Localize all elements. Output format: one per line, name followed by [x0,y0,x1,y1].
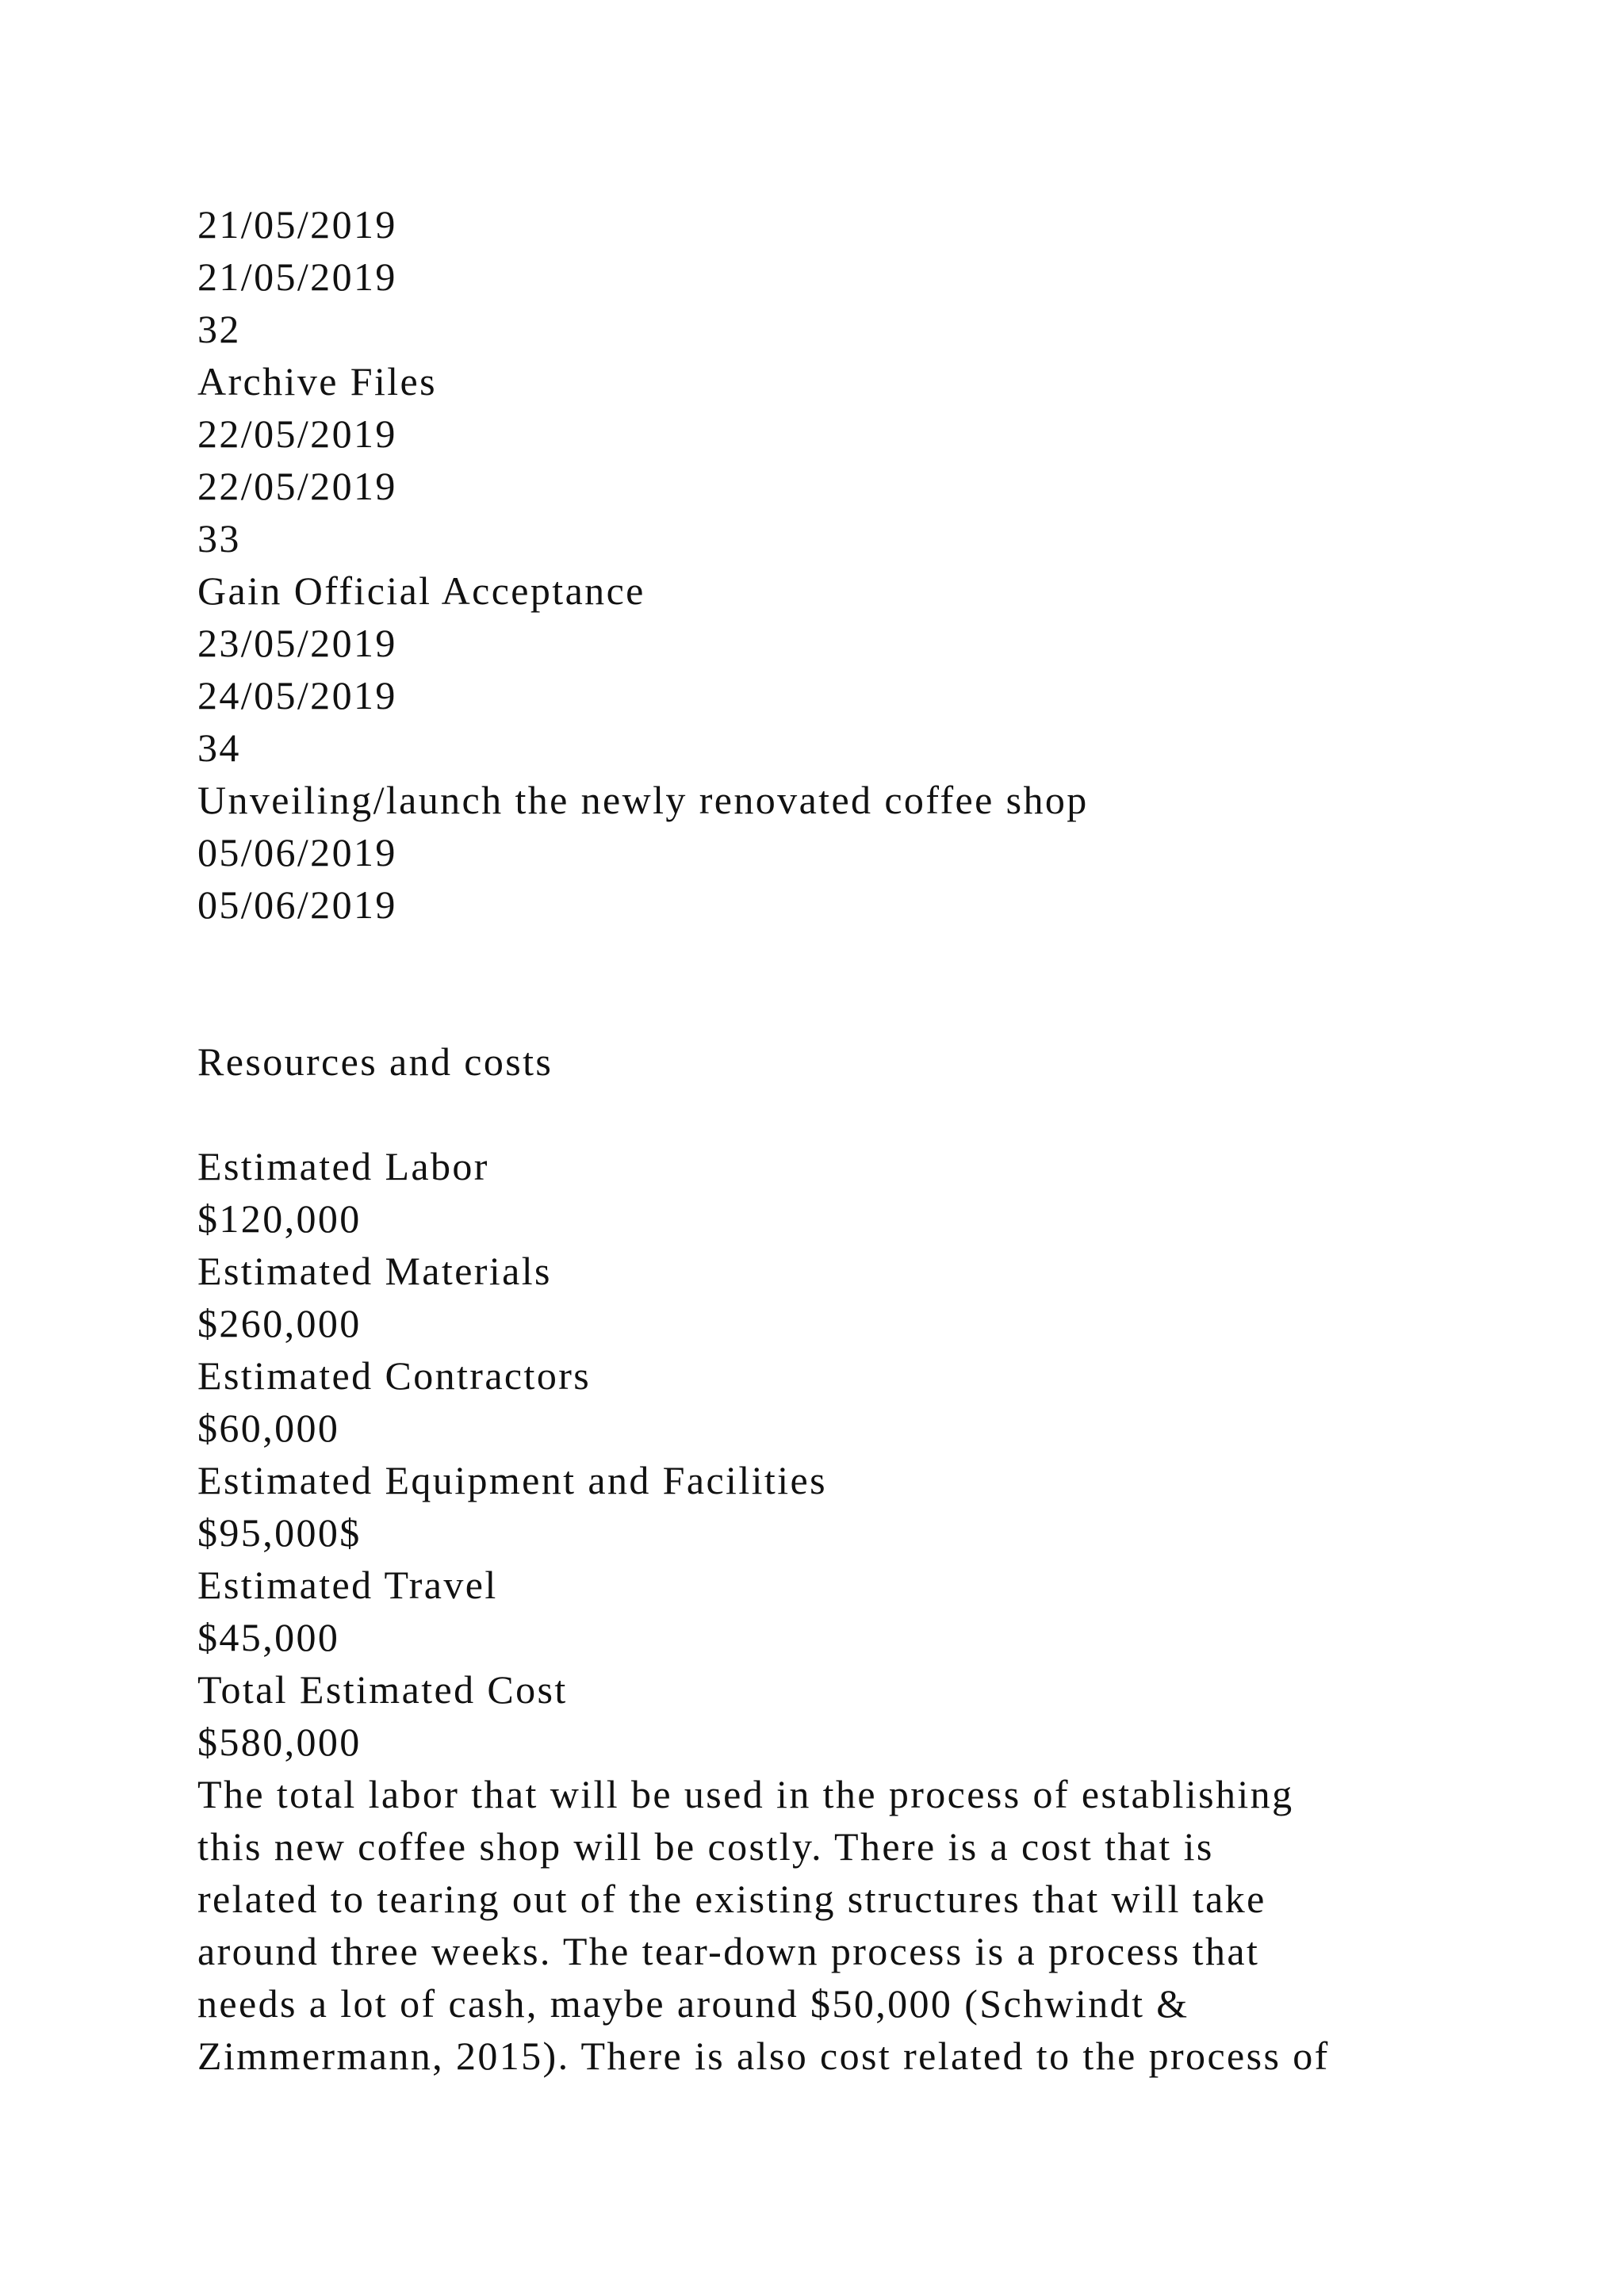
task-end-date: 24/05/2019 [197,673,397,718]
paragraph-line: needs a lot of cash, maybe around $50,000 (Schwindt & [197,1981,1189,2026]
section-heading: Resources and costs [197,1039,553,1084]
schedule-end-date: 21/05/2019 [197,254,397,299]
paragraph-line: related to tearing out of the existing structures that will take [197,1877,1266,1921]
cost-label: Estimated Equipment and Facilities [197,1458,827,1502]
task-end-date: 22/05/2019 [197,464,397,508]
task-id: 32 [197,307,241,351]
task-name: Gain Official Acceptance [197,568,645,613]
task-name: Unveiling/launch the newly renovated coffee shop [197,778,1089,822]
task-id: 33 [197,516,241,561]
paragraph-line: The total labor that will be used in the process of establishing [197,1772,1294,1816]
task-name: Archive Files [197,359,437,404]
task-start-date: 23/05/2019 [197,621,397,665]
paragraph-line: this new coffee shop will be costly. There is a cost that is [197,1824,1214,1869]
paragraph-line: Zimmermann, 2015). There is also cost related to the process of [197,2034,1330,2078]
cost-value: $95,000$ [197,1510,362,1555]
cost-label: Estimated Contractors [197,1353,592,1398]
cost-value: $120,000 [197,1196,362,1241]
total-cost-label: Total Estimated Cost [197,1667,568,1712]
cost-value: $260,000 [197,1301,362,1345]
cost-value: $60,000 [197,1406,340,1450]
cost-label: Estimated Materials [197,1249,552,1293]
schedule-start-date: 21/05/2019 [197,202,397,247]
paragraph-line: around three weeks. The tear-down process is a process that [197,1929,1260,1973]
cost-label: Estimated Travel [197,1563,498,1607]
task-start-date: 22/05/2019 [197,411,397,456]
task-start-date: 05/06/2019 [197,830,397,874]
task-id: 34 [197,725,241,770]
task-end-date: 05/06/2019 [197,882,397,927]
cost-label: Estimated Labor [197,1144,489,1188]
cost-value: $45,000 [197,1615,340,1659]
total-cost-value: $580,000 [197,1720,362,1764]
